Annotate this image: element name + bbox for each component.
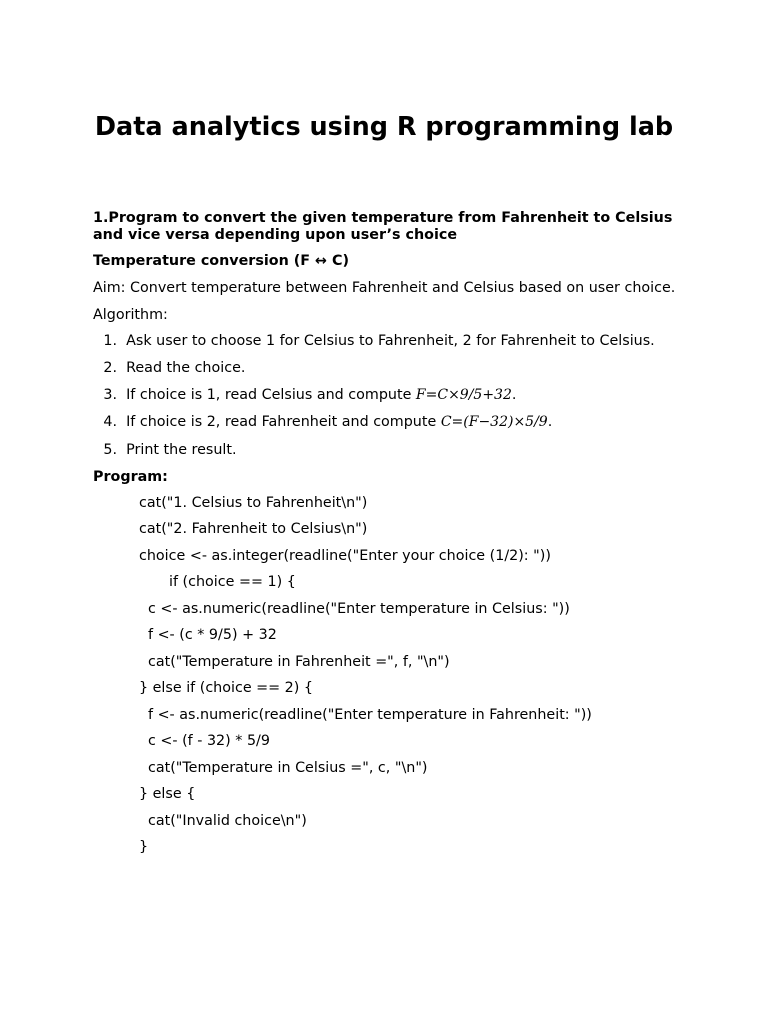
algorithm-label: Algorithm: xyxy=(93,307,168,323)
program-label: Program: xyxy=(93,469,168,485)
algorithm-step xyxy=(93,442,237,459)
formula-fahrenheit: F=C×9/5+32 xyxy=(415,387,512,403)
code-line: cat("Temperature in Celsius =", c, "\n") xyxy=(148,760,428,776)
code-line: f <- as.numeric(readline("Enter temperature in Fahrenheit: ")) xyxy=(148,707,592,723)
step-number: 1. xyxy=(103,333,117,349)
step-text: If choice is 2, read Fahrenheit and compute xyxy=(126,414,441,430)
code-line: choice <- as.integer(readline("Enter your choice (1/2): ")) xyxy=(139,548,551,564)
algorithm-step xyxy=(93,333,655,350)
section-title: Temperature conversion (F ↔ C) xyxy=(93,253,350,269)
code-line: c <- as.numeric(readline("Enter temperature in Celsius: ")) xyxy=(148,601,570,617)
code-line: } else { xyxy=(139,786,196,802)
code-line: cat("2. Fahrenheit to Celsius\n") xyxy=(139,521,368,537)
step-text: Print the result. xyxy=(126,442,237,458)
step-text: If choice is 1, read Celsius and compute xyxy=(126,387,416,403)
code-line: if (choice == 1) { xyxy=(169,574,296,590)
code-line: cat("Invalid choice\n") xyxy=(148,813,307,829)
aim-text: Aim: Convert temperature between Fahrenheit and Celsius based on user choice. xyxy=(93,280,676,296)
algorithm-step xyxy=(93,414,552,431)
formula-celsius: C=(F−32)×5/9 xyxy=(440,414,548,430)
algorithm-step xyxy=(93,360,245,377)
step-number: 5. xyxy=(103,442,117,458)
code-line: c <- (f - 32) * 5/9 xyxy=(148,733,270,749)
step-number: 2. xyxy=(103,360,117,376)
algorithm-step xyxy=(93,387,516,404)
code-line: cat("Temperature in Fahrenheit =", f, "\n") xyxy=(148,654,450,670)
step-text: Read the choice. xyxy=(126,360,246,376)
document-page xyxy=(93,0,675,1024)
step-suffix: . xyxy=(547,414,553,430)
step-number: 4. xyxy=(103,414,117,430)
code-line: cat("1. Celsius to Fahrenheit\n") xyxy=(139,495,368,511)
step-text: Ask user to choose 1 for Celsius to Fahrenheit, 2 for Fahrenheit to Celsius. xyxy=(126,333,655,349)
code-line: f <- (c * 9/5) + 32 xyxy=(148,627,277,643)
program-heading: 1.Program to convert the given temperature from Fahrenheit to Celsius and vice versa depending upon user’s choice xyxy=(93,210,673,243)
step-suffix: . xyxy=(511,387,517,403)
code-line: } xyxy=(139,839,149,855)
code-line: } else if (choice == 2) { xyxy=(139,680,313,696)
document-title: Data analytics using R programming lab xyxy=(94,112,674,142)
step-number: 3. xyxy=(103,387,117,403)
